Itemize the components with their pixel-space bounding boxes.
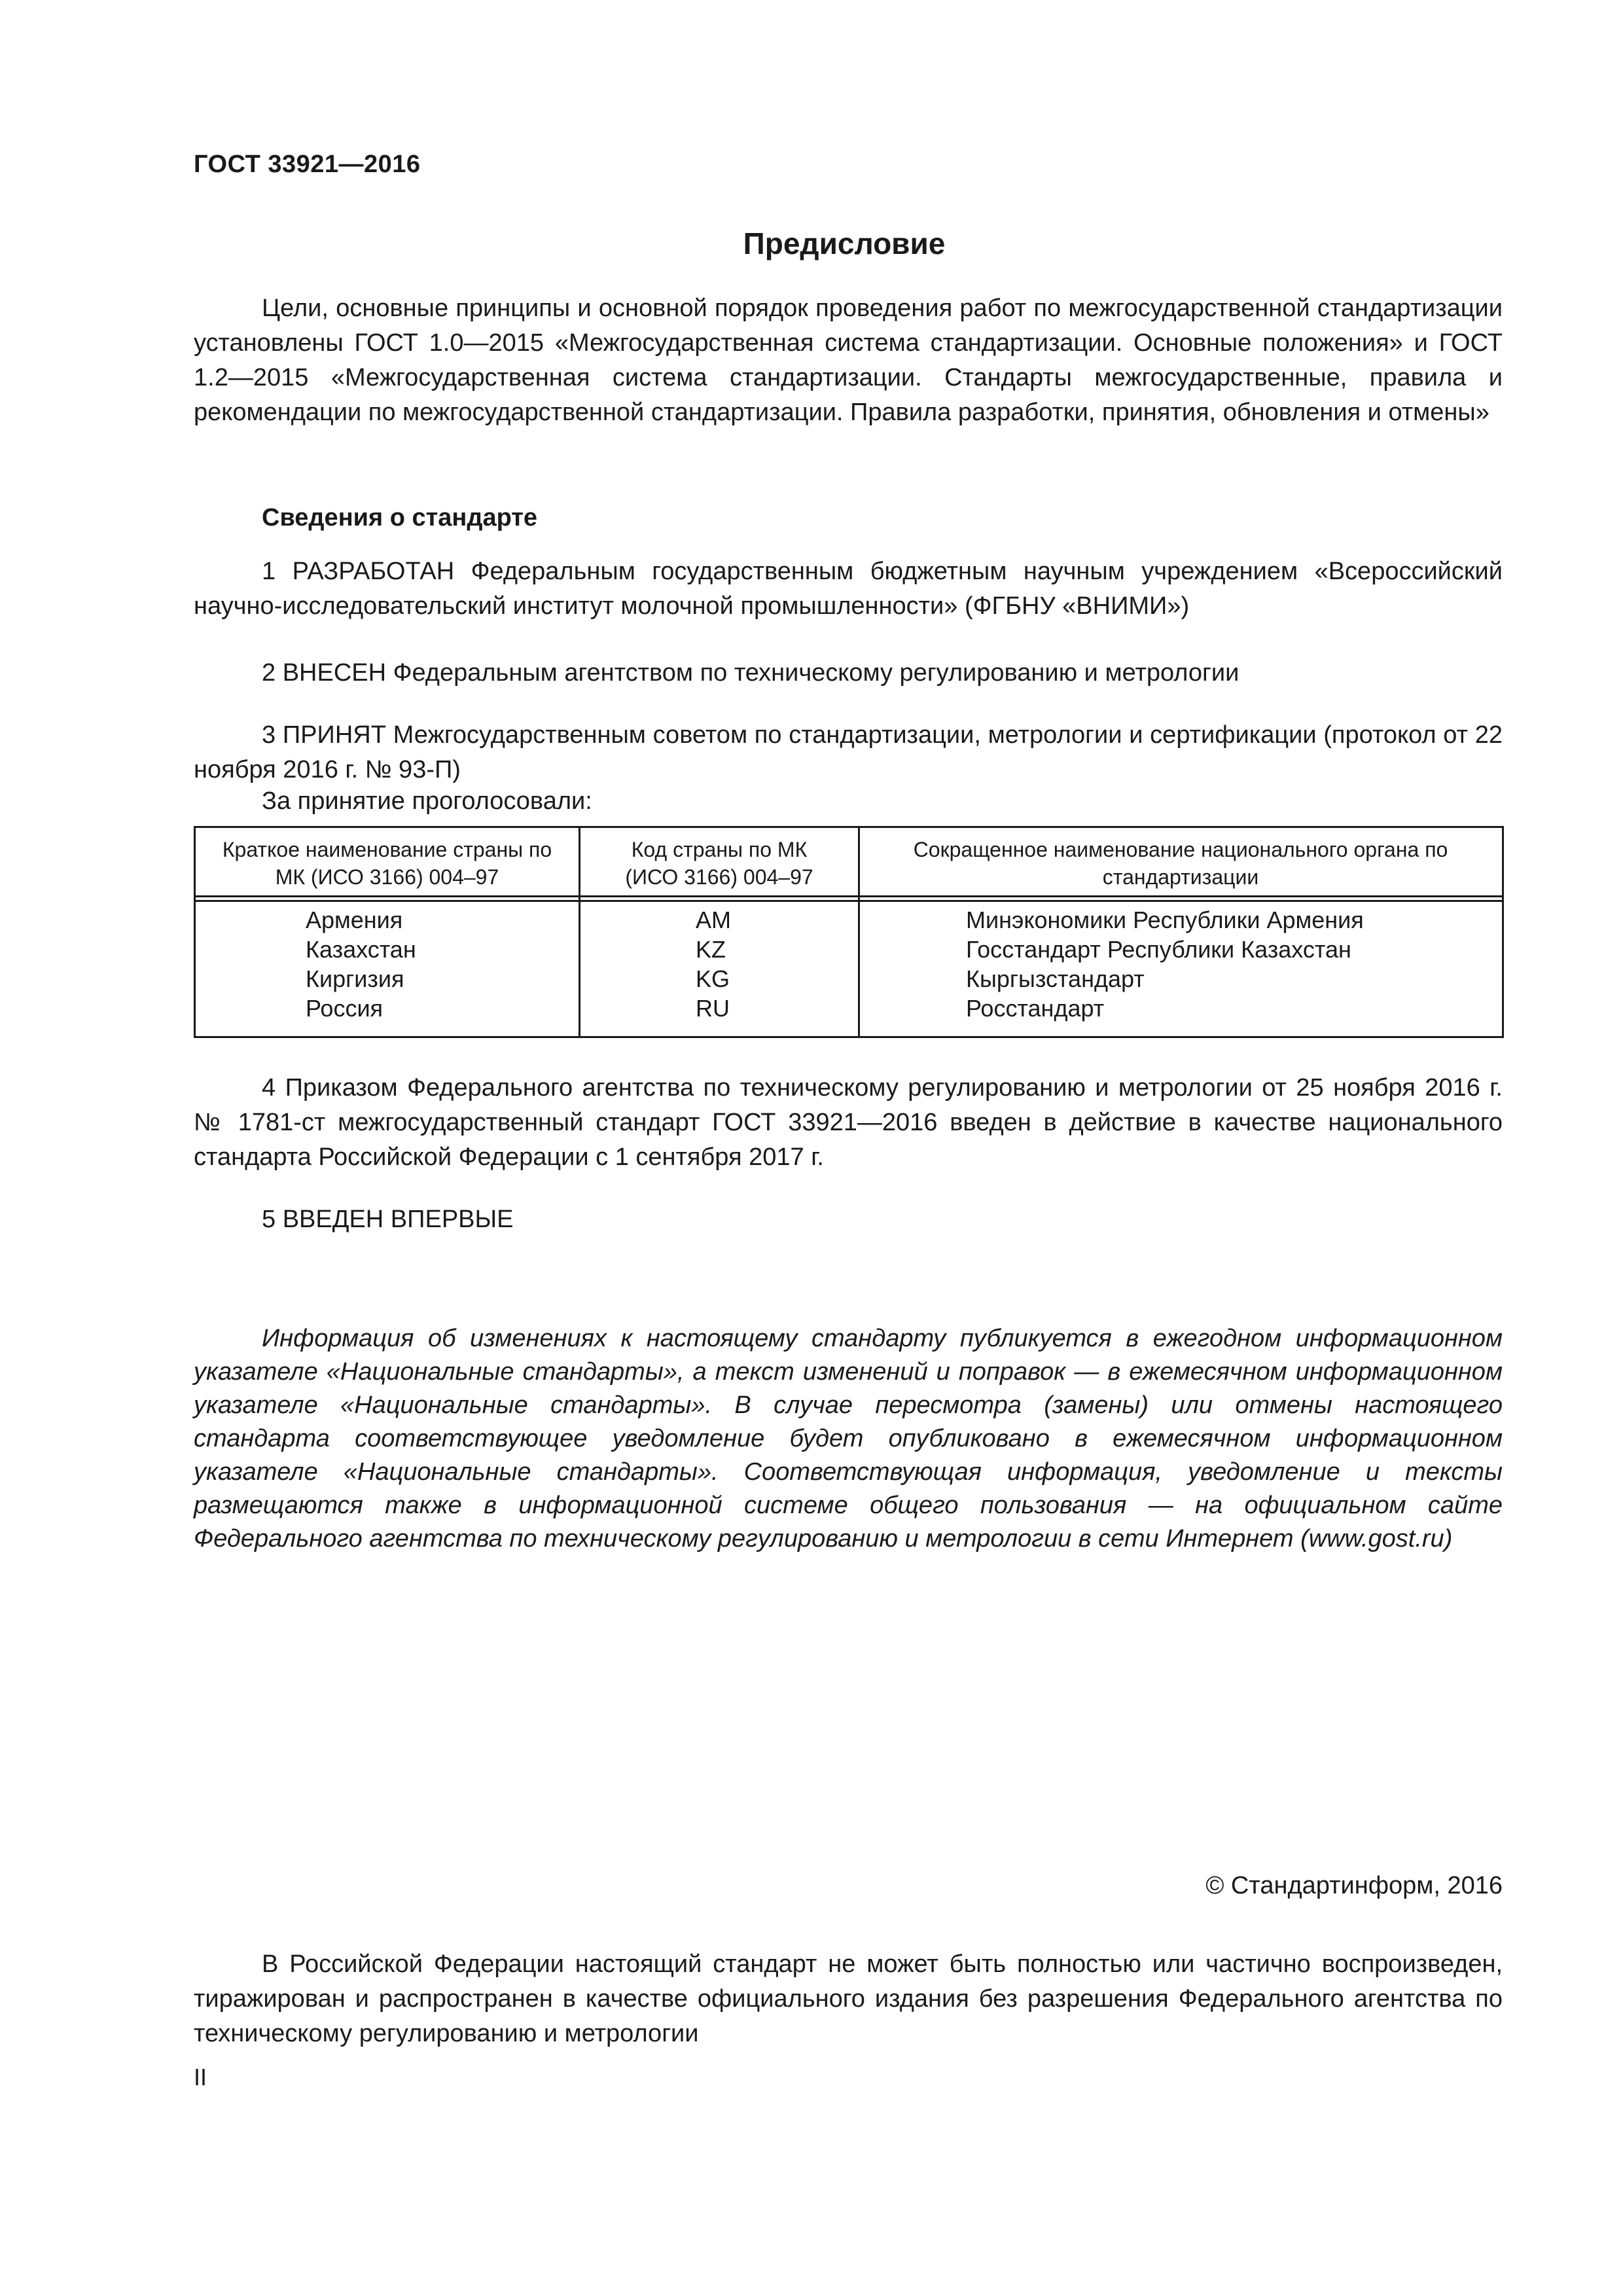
item-5-paragraph: 5 ВВЕДЕН ВПЕРВЫЕ: [262, 1206, 514, 1233]
changes-notice: Информация об изменениях к настоящему стандарту публикуется в ежегодном информационном указателе «Национальные стандарты», а текст изменений и поправок — в ежемесячном информационном указателе «Национальные стандарты». В случае пересмотра (замены) или отмены настоящего стандарта соответствующее уведомление будет опубликовано в ежемесячном информационном указателе «Национальные стандарты». Соответствующая информация, уведомление и тексты размещаются также в информационной системе общего пользования — на официальном сайте Федерального агентства по техническому регулированию и метрологии в сети Интернет (www.gost.ru): [194, 1325, 1503, 1552]
reproduction-notice: В Российской Федерации настоящий стандарт не может быть полностью или частично воспроизведен, тиражирован и распространен в качестве официального издания без разрешения Федерального агентства по техническому регулированию и метрологии: [194, 1950, 1503, 2047]
table-header-body: Сокращенное наименование национального органа по стандартизации: [913, 838, 1448, 889]
table-cell-body: Кыргызстандарт: [966, 965, 1145, 992]
copyright-line: © Стандартинформ, 2016: [1205, 1872, 1503, 1899]
item-3-paragraph: 3 ПРИНЯТ Межгосударственным советом по стандартизации, метрологии и сертификации (протокол от 22 ноября 2016 г. № 93-П): [194, 721, 1503, 783]
info-heading: Сведения о стандарте: [262, 504, 538, 531]
table-cell-code: RU: [696, 995, 730, 1022]
table-column-country: [306, 905, 416, 1023]
table-header-code: Код страны по МК (ИСО 3166) 004–97: [625, 838, 813, 889]
table-column-divider: [579, 828, 580, 1036]
item-4-paragraph: 4 Приказом Федерального агентства по техническому регулированию и метрологии от 25 ноября 2016 г. № 1781-ст межгосударственный стандарт ГОСТ 33921—2016 введен в действие в качестве национального стандарта Российской Федерации с 1 сентября 2017 г.: [194, 1074, 1503, 1171]
page-title: Предисловие: [743, 226, 946, 260]
table-header-divider: [196, 895, 1502, 902]
table-column-divider: [858, 828, 860, 1036]
table-cell-body: Минэкономики Республики Армения: [966, 906, 1364, 933]
table-cell-code: KG: [696, 965, 730, 992]
document-code: ГОСТ 33921—2016: [194, 151, 421, 178]
table-cell-body: Госстандарт Республики Казахстан: [966, 936, 1351, 963]
table-cell-country: Казахстан: [306, 936, 416, 963]
table-cell-country: Россия: [306, 995, 383, 1022]
intro-paragraph: Цели, основные принципы и основной порядок проведения работ по межгосударственной стандартизации установлены ГОСТ 1.0—2015 «Межгосударственная система стандартизации. Основные положения» и ГОСТ 1.2—2015 «Межгосударственная система стандартизации. Стандарты межгосударственные, правила и рекомендации по межгосударственной стандартизации. Правила разработки, принятия, обновления и отмены»: [194, 295, 1503, 426]
item-2-paragraph: 2 ВНЕСЕН Федеральным агентством по техническому регулированию и метрологии: [262, 659, 1240, 687]
item-1-paragraph: 1 РАЗРАБОТАН Федеральным государственным бюджетным научным учреждением «Всероссийский научно-исследовательский институт молочной промышленности» (ФГБНУ «ВНИМИ»): [194, 558, 1503, 620]
table-cell-country: Армения: [306, 906, 403, 933]
voting-countries-table: [194, 826, 1504, 1038]
table-cell-code: KZ: [696, 936, 726, 963]
table-cell-code: AM: [696, 906, 731, 933]
table-column-body: [966, 905, 1364, 1023]
table-column-code: [696, 905, 731, 1023]
table-cell-body: Росстандарт: [966, 995, 1105, 1022]
table-cell-country: Киргизия: [306, 965, 404, 992]
votes-label: За принятие проголосовали:: [262, 787, 592, 815]
table-header-country: Краткое наименование страны по МК (ИСО 3166) 004–97: [222, 838, 552, 889]
page-number: II: [194, 2064, 207, 2090]
